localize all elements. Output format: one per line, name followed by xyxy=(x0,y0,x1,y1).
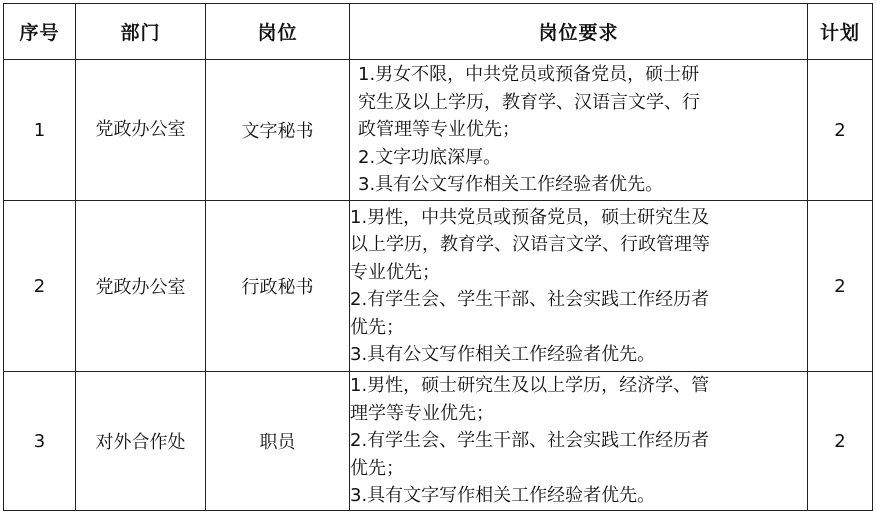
requirement-line: 1.男性，硕士研究生及以上学历，经济学、管 xyxy=(350,375,710,397)
requirement-line: 2.有学生会、学生干部、社会实践工作经历者 xyxy=(350,430,710,452)
cell-post: 行政秘书 xyxy=(206,201,350,372)
cell-requirements xyxy=(350,201,808,372)
cell-dept: 对外合作处 xyxy=(76,372,206,511)
cell-plan: 2 xyxy=(808,60,873,201)
header-post: 岗位 xyxy=(206,4,350,60)
requirement-line: 以上学历，教育学、汉语言文学、行政管理等 xyxy=(350,234,710,255)
table-row xyxy=(4,372,873,511)
cell-dept xyxy=(76,60,206,201)
header-no: 序号 xyxy=(4,4,76,60)
header-dept: 部门 xyxy=(76,4,206,60)
cell-no: 2 xyxy=(4,201,76,372)
dept-text: 党政办公室 xyxy=(95,119,186,140)
cell-requirements xyxy=(350,372,808,511)
requirement-line: 2.文字功底深厚。 xyxy=(358,146,502,168)
requirement-line: 优先； xyxy=(350,316,404,338)
table-row xyxy=(4,201,873,372)
cell-post: 文字秘书 xyxy=(206,60,350,201)
requirement-line: 1.男女不限，中共党员或预备党员，硕士研 xyxy=(358,64,700,86)
header-requirements: 岗位要求 xyxy=(350,4,808,60)
requirement-line: 究生及以上学历，教育学、汉语言文学、行 xyxy=(358,91,700,113)
cell-no: 3 xyxy=(4,372,76,511)
requirement-line: 2.有学生会、学生干部、社会实践工作经历者 xyxy=(350,289,710,310)
requirement-line: 专业优先； xyxy=(350,261,440,283)
requirement-line: 政管理等专业优先； xyxy=(358,119,520,141)
cell-plan: 2 xyxy=(808,201,873,372)
cell-post: 职员 xyxy=(206,372,350,511)
requirement-line: 优先； xyxy=(350,457,404,479)
cell-plan: 2 xyxy=(808,372,873,511)
recruitment-table xyxy=(3,3,873,511)
requirement-line: 3.具有公文写作相关工作经验者优先。 xyxy=(350,344,656,365)
requirement-line: 3.具有文字写作相关工作经验者优先。 xyxy=(350,485,656,507)
requirement-line: 3.具有公文写作相关工作经验者优先。 xyxy=(358,174,664,196)
requirement-line: 理学等专业优先； xyxy=(350,402,494,424)
cell-requirements xyxy=(350,60,808,201)
table-row xyxy=(4,60,873,201)
header-row xyxy=(4,4,873,60)
cell-no: 1 xyxy=(4,60,76,201)
requirement-line: 1.男性，中共党员或预备党员，硕士研究生及 xyxy=(350,206,710,228)
header-plan: 计划 xyxy=(808,4,873,60)
cell-dept: 党政办公室 xyxy=(76,201,206,372)
